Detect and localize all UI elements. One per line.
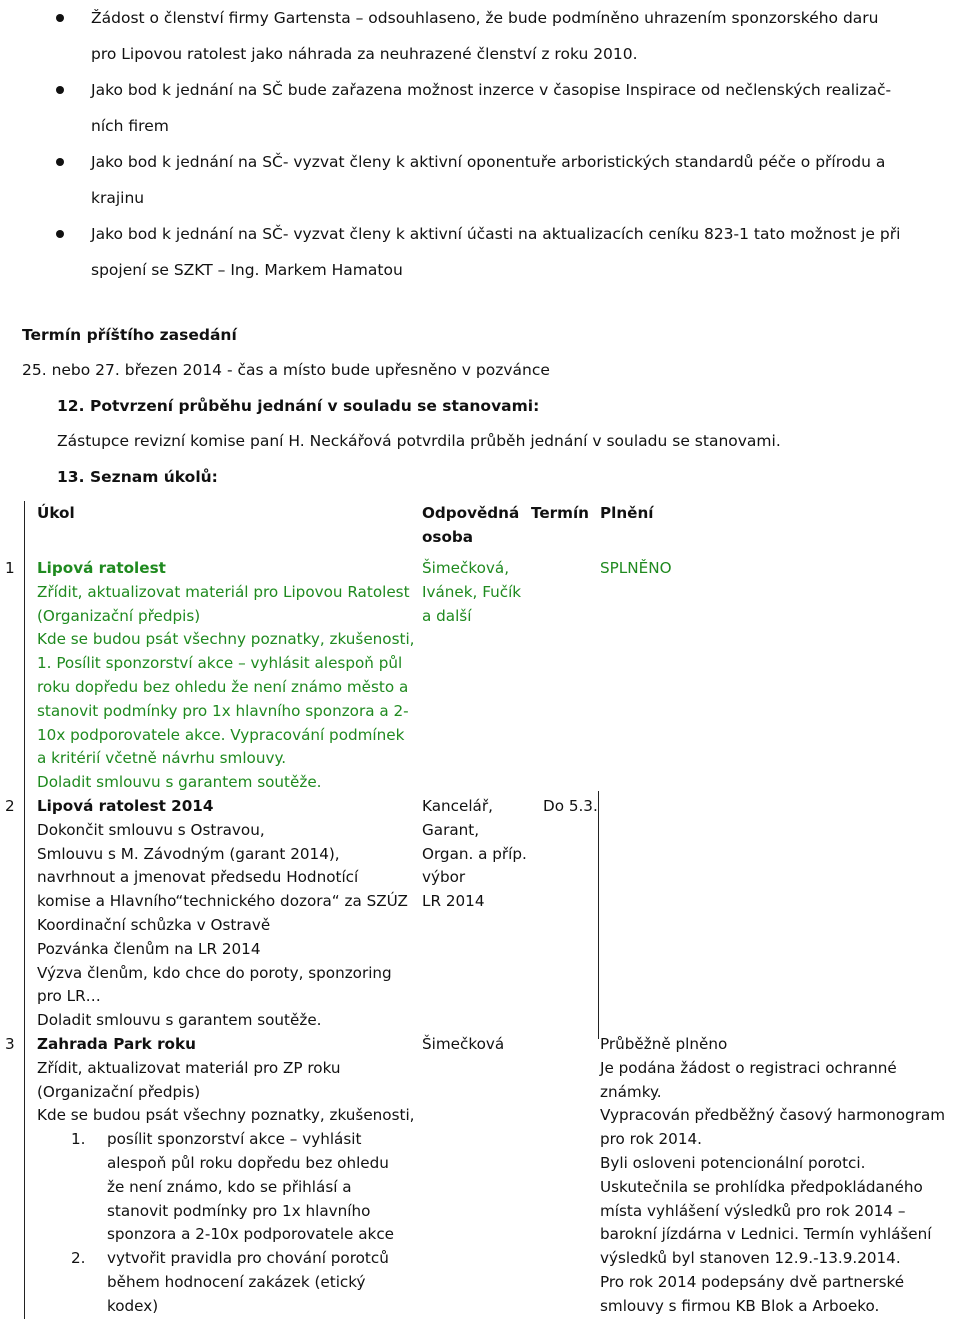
task-subitem-number: 1.: [71, 1130, 86, 1149]
task-subitem-line: že není známo, kdo se přihlásí a: [107, 1177, 352, 1196]
header-owner-line-2: osoba: [422, 527, 474, 546]
task-title: Lipová ratolest: [37, 559, 166, 577]
task-line: Zřídit, aktualizovat materiál pro ZP roku: [37, 1058, 341, 1077]
task-table: [0, 501, 960, 1319]
bullet-list: [56, 0, 936, 288]
task-line: (Organizační předpis): [37, 606, 201, 625]
task-line: Výzva členům, kdo chce do poroty, sponzoring: [37, 963, 392, 982]
task-line: a kritérií včetně návrhu smlouvy.: [37, 749, 287, 768]
bullet-text-line: spojení se SZKT – Ing. Markem Hamatou: [91, 261, 403, 279]
task-subitem-line: posílit sponzorství akce – vyhlásit: [107, 1130, 362, 1149]
task-subitem: [37, 1247, 422, 1318]
next-meeting-title: Termín příštího zasedání: [22, 326, 237, 344]
bullet-dot-icon: [56, 230, 64, 238]
task-line: 1. Posílit sponzorství akce – vyhlásit alespoň půl: [37, 654, 403, 673]
task-title: Zahrada Park roku: [37, 1035, 196, 1053]
task-subitem-line: sponzora a 2-10x podporovatele akce: [107, 1225, 395, 1244]
owner-line: Kancelář,: [422, 797, 493, 815]
bullet-dot-icon: [56, 158, 64, 166]
header-result: Plnění: [600, 504, 654, 522]
bullet-text-line: pro Lipovou ratolest jako náhrada za neuhrazené členství z roku 2010.: [91, 45, 638, 63]
bullet-item: [56, 0, 936, 72]
task-line: Dokončit smlouvu s Ostravou,: [37, 820, 265, 839]
result-line: pro rok 2014.: [600, 1130, 702, 1149]
point-13-title: Seznam úkolů:: [90, 468, 218, 486]
term-cell: [531, 795, 611, 819]
bullet-text-line: Jako bod k jednání na SČ bude zařazena možnost inzerce v časopise Inspirace od nečlenských realizač-: [91, 81, 892, 99]
result-line: známky.: [600, 1082, 662, 1101]
bullet-item: [56, 72, 936, 144]
row-number: 3: [5, 1035, 15, 1053]
result-line: barokní jízdárna v Lednici. Termín vyhlášení: [600, 1225, 932, 1244]
owner-line: LR 2014: [422, 892, 485, 911]
owner-line: Šimečková,: [422, 559, 510, 577]
task-subitem-number: 2.: [71, 1249, 86, 1268]
header-owner: [422, 502, 530, 550]
next-meeting-text: 25. nebo 27. březen 2014 - čas a místo bude upřesněno v pozvánce: [22, 361, 550, 379]
task-line: roku dopředu bez ohledu že není známo město a: [37, 677, 409, 696]
task-cell: [37, 557, 422, 795]
result-line: Pro rok 2014 podepsány dvě partnerské: [600, 1272, 905, 1291]
result-line: smlouvy s firmou KB Blok a Arboeko.: [600, 1296, 880, 1315]
table-row: [0, 557, 960, 795]
header-term: Termín: [531, 504, 589, 522]
task-line: komise a Hlavního“technického dozora“ za SZÚZ: [37, 892, 408, 911]
header-task: Úkol: [37, 504, 75, 522]
task-line: Koordinační schůzka v Ostravě: [37, 915, 271, 934]
table-left-border: [24, 501, 25, 1319]
owner-line: Organ. a příp.: [422, 844, 527, 863]
task-line: 10x podporovatele akce. Vypracování podmínek: [37, 725, 405, 744]
owner-line: Ivánek, Fučík: [422, 582, 522, 601]
task-line: stanovit podmínky pro 1x hlavního sponzora a 2-: [37, 701, 409, 720]
table-body: [0, 557, 960, 1319]
row-number: 2: [5, 797, 15, 815]
result-line: místa vyhlášení výsledků pro rok 2014 –: [600, 1201, 906, 1220]
task-line: Kde se budou psát všechny poznatky, zkušenosti,: [37, 1106, 415, 1125]
task-cell: [37, 795, 422, 1033]
task-line: pro LR…: [37, 987, 101, 1006]
owner-line: výbor: [422, 868, 466, 887]
point-12-text: Zástupce revizní komise paní H. Neckářová potvrdila průběh jednání v souladu se stanovami.: [57, 432, 781, 450]
task-subitem-line: kodex): [107, 1296, 159, 1315]
result-cell: [600, 557, 955, 581]
task-line: Smlouvu s M. Závodným (garant 2014),: [37, 844, 340, 863]
bullet-dot-icon: [56, 14, 64, 22]
task-line: Doladit smlouvu s garantem soutěže.: [37, 773, 322, 792]
owner-line: Garant,: [422, 820, 480, 839]
task-line: (Organizační předpis): [37, 1082, 201, 1101]
task-line: Pozvánka členům na LR 2014: [37, 939, 261, 958]
bullet-text-line: Jako bod k jednání na SČ- vyzvat členy k aktivní oponentuře arboristických standardů péče o přírodu a: [91, 153, 886, 171]
result-line: Je podána žádost o registraci ochranné: [600, 1058, 897, 1077]
table-column-divider: [598, 791, 599, 1039]
task-subitem-line: během hodnocení zakázek (etický: [107, 1272, 366, 1291]
task-line: Zřídit, aktualizovat materiál pro Lipovou Ratolest: [37, 582, 410, 601]
result-line: Uskutečnila se prohlídka předpokládaného: [600, 1177, 923, 1196]
owner-cell: [422, 557, 530, 628]
bullet-item: [56, 144, 936, 216]
result-line: Průběžně plněno: [600, 1035, 728, 1053]
bullet-text-line: ních firem: [91, 117, 169, 135]
task-subitem-line: alespoň půl roku dopředu bez ohledu: [107, 1153, 389, 1172]
point-13-heading: [57, 464, 218, 490]
bullet-item: [56, 216, 936, 288]
result-line: Byli osloveni potencionální porotci.: [600, 1153, 866, 1172]
point-12-number: 12.: [57, 397, 85, 415]
table-header-row: [0, 501, 960, 557]
owner-cell: [422, 795, 530, 914]
owner-line: Šimečková: [422, 1035, 505, 1053]
bullet-text-line: Jako bod k jednání na SČ- vyzvat členy k aktivní účasti na aktualizacích ceníku 823-1 tato možnost je při: [91, 225, 901, 243]
point-12-heading: [57, 393, 539, 419]
task-line: Kde se budou psát všechny poznatky, zkušenosti,: [37, 630, 415, 649]
result-cell: [600, 1033, 955, 1319]
point-12-title: Potvrzení průběhu jednání v souladu se stanovami:: [90, 397, 540, 415]
task-line: Doladit smlouvu s garantem soutěže.: [37, 1011, 322, 1030]
result-line: Vypracován předběžný časový harmonogram: [600, 1106, 946, 1125]
bullet-text-line: krajinu: [91, 189, 145, 207]
bullet-text-line: Žádost o členství firmy Gartensta – odsouhlaseno, že bude podmíněno uhrazením sponzorského daru: [91, 9, 879, 27]
bullet-dot-icon: [56, 86, 64, 94]
result-line: výsledků byl stanoven 12.9.-13.9.2014.: [600, 1249, 901, 1268]
row-number: 1: [5, 559, 15, 577]
task-cell: [37, 1033, 422, 1319]
result-line: SPLNĚNO: [600, 559, 672, 577]
owner-cell: [422, 1033, 530, 1057]
owner-line: a další: [422, 606, 472, 625]
table-row: [0, 1033, 960, 1319]
point-13-number: 13.: [57, 468, 85, 486]
task-title: Lipová ratolest 2014: [37, 797, 214, 815]
table-row: [0, 795, 960, 1033]
header-owner-line-1: Odpovědná: [422, 504, 520, 522]
task-subitem-line: vytvořit pravidla pro chování porotců: [107, 1249, 389, 1268]
task-subitem: [37, 1128, 422, 1247]
task-subitem-line: stanovit podmínky pro 1x hlavního: [107, 1201, 371, 1220]
task-line: navrhnout a jmenovat předsedu Hodnotící: [37, 868, 359, 887]
term-line: Do 5.3.: [543, 797, 598, 815]
